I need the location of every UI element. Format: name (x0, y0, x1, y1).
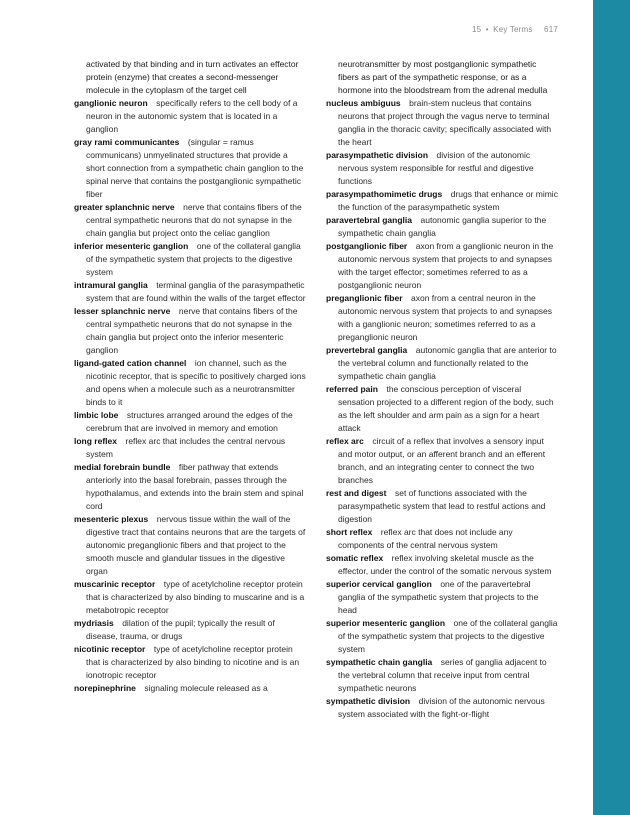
glossary-term: sympathetic chain ganglia (326, 657, 433, 667)
glossary-term: sympathetic division (326, 696, 411, 706)
glossary-entry (74, 136, 306, 201)
glossary-entry (74, 279, 306, 305)
section-title: Key Terms (493, 25, 533, 34)
glossary-entry (326, 656, 558, 695)
glossary-entry (74, 201, 306, 240)
glossary-entry (74, 357, 306, 409)
glossary-definition: type of acetylcholine receptor protein that is characterized by also binding to muscarine and is a metabotropic receptor (86, 579, 305, 615)
glossary-term: superior mesenteric ganglion (326, 618, 446, 628)
left-column (74, 58, 306, 695)
glossary-entry (74, 97, 306, 136)
glossary-entry (74, 617, 306, 643)
glossary-entry (74, 461, 306, 513)
glossary-term: parasympathetic division (326, 150, 429, 160)
glossary-term: mydriasis (74, 618, 114, 628)
glossary-definition: circuit of a reflex that involves a sensory input and motor output, or an afferent branch and an efferent branch, and an integrating center to connect the two branches (338, 436, 546, 485)
glossary-definition: autonomic ganglia that are anterior to the vertebral column and functionally related to the sympathetic chain ganglia (338, 345, 557, 381)
glossary-definition: one of the collateral ganglia of the sympathetic system that projects to the digestive system (86, 241, 301, 277)
glossary-entry (326, 435, 558, 487)
continued-definition: activated by that binding and in turn activates an effector protein (enzyme) that creates a second-messenger molecule in the cytoplasm of the target cell (86, 59, 299, 95)
header-bullet: • (485, 25, 489, 34)
glossary-term: muscarinic receptor (74, 579, 156, 589)
glossary-definition: nerve that contains fibers of the central sympathetic neurons that do not synapse in the chain ganglia but project onto the celiac ganglion (86, 202, 302, 238)
glossary-term: greater splanchnic nerve (74, 202, 175, 212)
glossary-entry (326, 617, 558, 656)
running-header (472, 25, 558, 34)
glossary-entry (326, 526, 558, 552)
glossary-definition: reflex involving skeletal muscle as the effector, under the control of the somatic nervous system (338, 553, 552, 576)
glossary-entry (326, 695, 558, 721)
glossary-entry (326, 149, 558, 188)
glossary-term: ligand-gated cation channel (74, 358, 187, 368)
glossary-definition: structures arranged around the edges of the cerebrum that are involved in memory and emotion (86, 410, 293, 433)
glossary-entry (326, 214, 558, 240)
glossary-term: mesenteric plexus (74, 514, 149, 524)
glossary-definition: division of the autonomic nervous system associated with the fight-or-flight (338, 696, 545, 719)
glossary-term: gray rami communicantes (74, 137, 180, 147)
glossary-entry (74, 435, 306, 461)
glossary-entry (326, 383, 558, 435)
glossary-entry (326, 552, 558, 578)
glossary-definition: specifically refers to the cell body of a neuron in the autonomic system that is located in a ganglion (86, 98, 298, 134)
glossary-definition: signaling molecule released as a (144, 683, 268, 693)
glossary-definition: axon from a central neuron in the autonomic nervous system that projects to and synapses with a ganglionic neuron; sometimes referred to as a preganglionic neuron (338, 293, 553, 342)
glossary-definition: (singular = ramus communicans) unmyelinated structures that provide a short connection from a sympathetic chain ganglion to the spinal nerve that contains the postganglionic sympathetic fiber (86, 137, 304, 199)
glossary-term: preganglionic fiber (326, 293, 403, 303)
glossary-entry (326, 344, 558, 383)
glossary-term: paravertebral ganglia (326, 215, 412, 225)
glossary-definition: axon from a ganglionic neuron in the autonomic nervous system that projects to and synapses with the target effector; sometimes referred to as a postganglionic neuron (338, 241, 554, 290)
glossary-entry (326, 578, 558, 617)
glossary-term: short reflex (326, 527, 373, 537)
glossary-term: limbic lobe (74, 410, 119, 420)
glossary-entry (74, 682, 306, 695)
chapter-side-band (593, 0, 630, 815)
glossary-term: reflex arc (326, 436, 364, 446)
glossary-term: intramural ganglia (74, 280, 148, 290)
glossary-definition: dilation of the pupil; typically the result of disease, trauma, or drugs (86, 618, 275, 641)
glossary-definition: reflex arc that includes the central nervous system (86, 436, 286, 459)
glossary-definition: reflex arc that does not include any components of the central nervous system (338, 527, 513, 550)
glossary-definition: series of ganglia adjacent to the vertebral column that receive input from central sympathetic neurons (338, 657, 547, 693)
glossary-entry (326, 97, 558, 149)
glossary-entry (74, 305, 306, 357)
glossary-entry (326, 292, 558, 344)
glossary-entry (74, 240, 306, 279)
glossary-term: medial forebrain bundle (74, 462, 171, 472)
right-column (326, 58, 558, 721)
glossary-definition: ion channel, such as the nicotinic receptor, that is specific to positively charged ions and opens when a molecule such as a neurotransmitter binds to it (86, 358, 306, 407)
glossary-entry (74, 578, 306, 617)
glossary-term: rest and digest (326, 488, 387, 498)
glossary-definition: brain-stem nucleus that contains neurons that project through the vagus nerve to terminal ganglia in the thoracic cavity; specifically associated with the heart (338, 98, 552, 147)
glossary-definition: division of the autonomic nervous system responsible for restful and digestive functions (338, 150, 534, 186)
glossary-term: ganglionic neuron (74, 98, 148, 108)
chapter-number: 15 (471, 25, 482, 34)
glossary-definition: nervous tissue within the wall of the digestive tract that contains neurons that are the targets of autonomic preganglionic fibers and that project to the smooth muscle and glandular tissues in the digestive organ (86, 514, 306, 576)
glossary-definition: autonomic ganglia superior to the sympathetic chain ganglia (338, 215, 547, 238)
glossary-definition: set of functions associated with the parasympathetic system that lead to restful actions and digestion (338, 488, 546, 524)
glossary-definition: nerve that contains fibers of the central sympathetic neurons that do not synapse in the chain ganglia but project onto the inferior mesenteric ganglion (86, 306, 298, 355)
glossary-term: nicotinic receptor (74, 644, 146, 654)
glossary-definition: drugs that enhance or mimic the function of the parasympathetic system (338, 189, 558, 212)
glossary-term: nucleus ambiguus (326, 98, 401, 108)
glossary-entry (74, 409, 306, 435)
glossary-term: inferior mesenteric ganglion (74, 241, 189, 251)
glossary-term: postganglionic fiber (326, 241, 408, 251)
glossary-term: parasympathomimetic drugs (326, 189, 443, 199)
glossary-definition: terminal ganglia of the parasympathetic system that are found within the walls of the target effector (86, 280, 306, 303)
glossary-term: prevertebral ganglia (326, 345, 408, 355)
glossary-term: norepinephrine (74, 683, 136, 693)
glossary-entry (326, 240, 558, 292)
page-number: 617 (544, 25, 558, 34)
glossary-definition: fiber pathway that extends anteriorly into the basal forebrain, passes through the hypothalamus, and extends into the brain stem and spinal cord (86, 462, 304, 511)
glossary-definition: type of acetylcholine receptor protein that is characterized by also binding to nicotine and is an ionotropic receptor (86, 644, 300, 680)
glossary-term: lesser splanchnic nerve (74, 306, 171, 316)
glossary-entry (326, 188, 558, 214)
glossary-definition: the conscious perception of visceral sensation projected to a different region of the body, such as the left shoulder and arm pain as a sign for a heart attack (338, 384, 554, 433)
glossary-term: somatic reflex (326, 553, 384, 563)
continued-definition: neurotransmitter by most postganglionic sympathetic fibers as part of the sympathetic response, or as a hormone into the bloodstream from the adrenal medulla (338, 59, 548, 95)
glossary-term: long reflex (74, 436, 117, 446)
glossary-term: superior cervical ganglion (326, 579, 432, 589)
glossary-entry (74, 513, 306, 578)
glossary-definition: one of the paravertebral ganglia of the sympathetic system that projects to the head (338, 579, 539, 615)
glossary-entry (74, 643, 306, 682)
glossary-term: referred pain (326, 384, 378, 394)
glossary-definition: one of the collateral ganglia of the sympathetic system that projects to the digestive system (338, 618, 558, 654)
glossary-entry (326, 487, 558, 526)
